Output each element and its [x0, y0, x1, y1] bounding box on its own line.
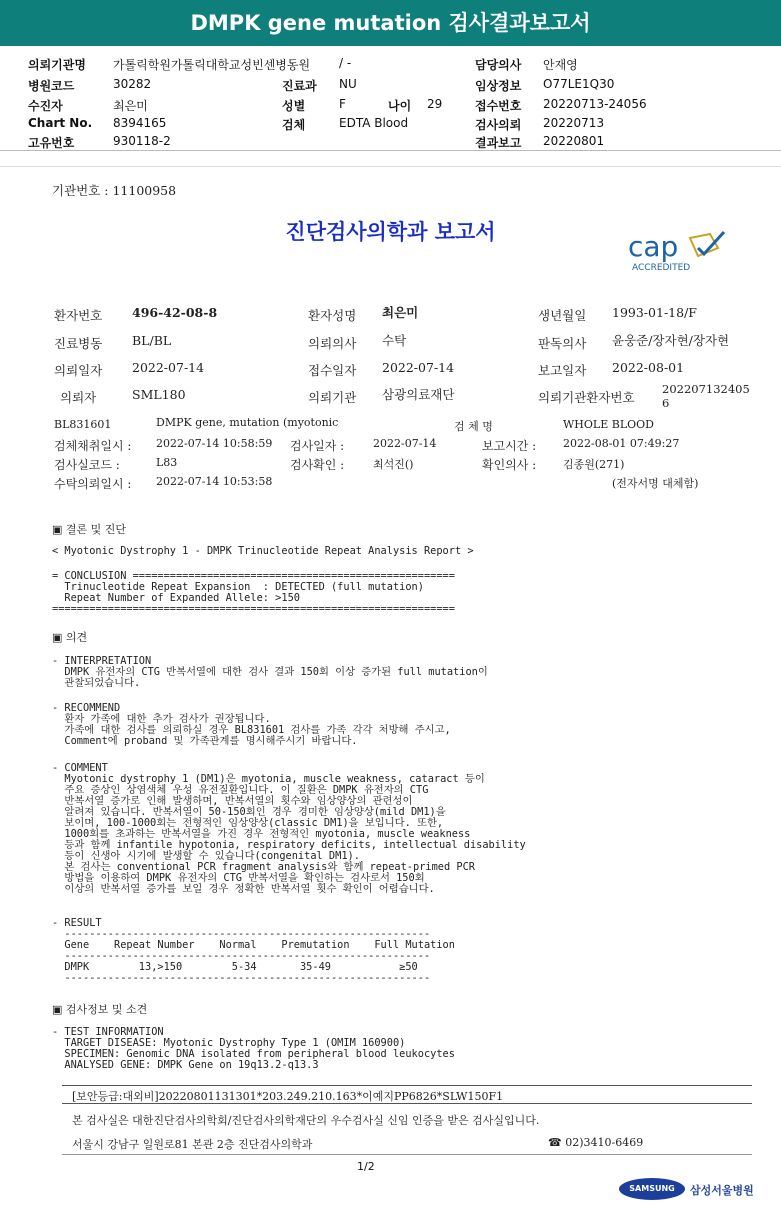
header-value: 930118-2: [113, 134, 171, 148]
header-label: 접수번호: [475, 99, 522, 113]
patient-field-label: 접수일자: [308, 363, 357, 378]
request-value: 2022-07-14 10:53:58: [156, 475, 273, 488]
doctor-label: 확인의사 :: [482, 458, 537, 472]
header-label: 병원코드: [28, 79, 75, 93]
test-info-block: - TEST INFORMATION TARGET DISEASE: Myotonic Dystrophy Type 1 (OMIM 160900) SPECIMEN: Genomic DNA isolated from peripheral blood leukocytes ANALYSED GENE: DMPK Gene on 19q13.2-q13.3: [52, 1026, 455, 1071]
exam-date-value: 2022-07-14: [373, 437, 437, 450]
header-value: 20220713: [543, 116, 605, 130]
report-time-label: 보고시간 :: [482, 439, 537, 453]
certification-text: 본 검사실은 대한진단검사의학회/진단검사의학재단의 우수검사실 신임 인증을 받은 검사실입니다.: [72, 1114, 540, 1127]
header-label: 검체: [282, 118, 306, 132]
patient-field-value: 2022-07-14: [132, 360, 205, 375]
header-value: 20220713-24056: [543, 97, 647, 111]
patient-field-value: 2022-08-01: [612, 360, 685, 375]
patient-field-value: BL/BL: [132, 333, 172, 348]
conclusion-block: = CONCLUSION ==================================================== Trinucleotide Repeat Expansion : DETECTED (full mutation) Repeat Number of Expanded Allele: >150 =================================================================: [52, 570, 455, 615]
patient-field-label: 의뢰자: [60, 390, 97, 405]
patient-field-value: 수탁: [382, 333, 407, 348]
hospital-name: 삼성서울병원: [690, 1184, 754, 1197]
patient-field-label: 진료병동: [54, 336, 103, 351]
divider: [0, 166, 781, 167]
age-value: 29: [427, 97, 443, 111]
samsung-logo: SAMSUNG: [619, 1178, 685, 1200]
room-label: 검사실코드 :: [54, 458, 120, 472]
room-value: L83: [156, 456, 178, 469]
patient-field-value: 1993-01-18/F: [612, 305, 697, 320]
page-number: 1/2: [357, 1160, 375, 1173]
patient-field-label: 환자번호: [54, 308, 103, 323]
cap-logo-text: cap: [628, 230, 679, 263]
collect-label: 검체채취일시 :: [54, 439, 132, 453]
agency-number: 기관번호 : 11100958: [52, 183, 177, 198]
header-label: 수진자: [28, 99, 63, 113]
section-conclusion: ▣ 결론 및 진단: [52, 523, 127, 536]
header-value: / -: [339, 56, 352, 70]
test-code: BL831601: [54, 418, 112, 431]
section-test-info: ▣ 검사정보 및 소견: [52, 1003, 148, 1016]
exam-date-label: 검사일자 :: [290, 439, 345, 453]
security-line: [보안등급:대외비]20220801131301*203.249.210.163*이예지PP6826*SLW150F1: [72, 1090, 504, 1103]
header-value: 30282: [113, 77, 152, 91]
comment-block: - COMMENT Myotonic dystrophy 1 (DM1)은 myotonia, muscle weakness, cataract 등이 주요 증상인 상염색체 우성 유전질환입니다. 이 질환은 DMPK 유전자의 CTG 반복서열 증가로 인해 발생하며, 반복서열의 횟수와 임상양상의 관련성이 알려져 있습니다. 반복서열이 50-150회인 경우 경미한 임상양상(mild DM1)을 보이며, 100-1000회는 전형적인 임상양상(classic DM1)을 보입니다. 또한, 1000회를 초과하는 반복서열을 가진 경우 전형적인 myotonia, muscle weakness 등과 함께 infantile hypotonia, respiratory deficits, intellectual disability 등이 신생아 시기에 발생할 수 있습니다(congenital DM1). 본 검사는 conventional PCR fragment analysis와 함께 repeat-primed PCR 방법을 이용하여 DMPK 유전자의 CTG 반복서열을 확인하는 검사로서 150회 이상의 반복서열 증가를 보일 경우 정확한 반복서열 횟수 확인이 어렵습니다.: [52, 762, 526, 895]
header-label: 결과보고: [475, 136, 522, 150]
header-label: 진료과: [282, 79, 317, 93]
header-label: 검사의뢰: [475, 118, 522, 132]
specimen-label: 검 체 명: [454, 420, 493, 433]
patient-field-value: 202207132405 6: [662, 382, 750, 410]
patient-field-label: 생년월일: [538, 308, 587, 323]
patient-field-label: 의뢰일자: [54, 363, 103, 378]
header-value: 가톨릭학원가톨릭대학교성빈센병동원: [113, 58, 311, 72]
patient-field-label: 보고일자: [538, 363, 587, 378]
section-opinion: ▣ 의견: [52, 631, 88, 644]
age-label: 나이: [388, 99, 412, 113]
footer-divider: [62, 1154, 752, 1155]
header-value: F: [339, 97, 346, 111]
patient-field-value: 윤웅준/장자현/장자현: [612, 333, 730, 348]
patient-field-value: 삼광의료재단: [382, 387, 455, 402]
patient-field-value: 최은미: [382, 305, 419, 320]
header-value: 안재영: [543, 58, 578, 72]
confirm-value: 최석진(): [373, 458, 414, 471]
header-label: Chart No.: [28, 116, 93, 130]
doctor-value: 김종원(271): [563, 458, 625, 471]
patient-field-label: 의뢰의사: [308, 336, 357, 351]
header-value: NU: [339, 77, 357, 91]
header-label: 담당의사: [475, 58, 522, 72]
patient-field-value: 2022-07-14: [382, 360, 455, 375]
cap-accredited-text: ACCREDITED: [632, 263, 691, 273]
confirm-label: 검사확인 :: [290, 458, 345, 472]
result-block: - RESULT ----------------------------------------------------------- Gene Repeat Number Normal Premutation Full Mutation ----------------------------------------------------------- DMPK 13,>150 5-34 35-49 ≥50 -----------------------------------------------------------: [52, 917, 455, 984]
patient-field-value: 496-42-08-8: [132, 305, 218, 320]
divider: [0, 150, 781, 151]
header-label: 의뢰기관명: [28, 58, 86, 72]
report-name: < Myotonic Dystrophy 1 - DMPK Trinucleotide Repeat Analysis Report >: [52, 545, 474, 557]
footer-divider: [62, 1085, 752, 1086]
collect-value: 2022-07-14 10:58:59: [156, 437, 273, 450]
patient-field-value: SML180: [132, 387, 186, 402]
recommend-block: - RECOMMEND 환자 가족에 대한 추가 검사가 권장됩니다. 가족에 대한 검사를 의뢰하실 경우 BL831601 검사를 가족 각각 처방해 주시고, Comment에 proband 및 가족관계를 명시해주시기 바랍니다.: [52, 702, 451, 747]
patient-field-label: 환자성명: [308, 308, 357, 323]
footer-divider: [62, 1103, 752, 1104]
address-text: 서울시 강남구 일원로81 본관 2층 진단검사의학과: [72, 1138, 313, 1151]
patient-field-label: 의뢰기관환자번호: [538, 390, 635, 405]
report-time-value: 2022-08-01 07:49:27: [563, 437, 680, 450]
request-label: 수탁의뢰일시 :: [54, 477, 132, 491]
interpretation-block: - INTERPRETATION DMPK 유전자의 CTG 반복서열에 대한 검사 결과 150회 이상 증가된 full mutation이 관찰되었습니다.: [52, 655, 488, 689]
header-value: 20220801: [543, 134, 605, 148]
report-title-bar: DMPK gene mutation 검사결과보고서: [0, 0, 781, 46]
header-label: 성별: [282, 99, 306, 113]
patient-field-label: 의뢰기관: [308, 390, 357, 405]
header-value: EDTA Blood: [339, 116, 409, 130]
header-label: 임상정보: [475, 79, 522, 93]
cap-accredited-logo: [628, 228, 728, 274]
header-label: 고유번호: [28, 136, 75, 150]
header-value: O77LE1Q30: [543, 77, 615, 91]
phone-text: ☎ 02)3410-6469: [548, 1136, 644, 1149]
patient-field-label: 판독의사: [538, 336, 587, 351]
header-value: 8394165: [113, 116, 167, 130]
header-value: 최은미: [113, 99, 148, 113]
report-title: 진단검사의학과 보고서: [285, 219, 496, 244]
esign-note: (전자서명 대체함): [612, 477, 699, 490]
test-name: DMPK gene, mutation (myotonic: [156, 416, 339, 429]
specimen-value: WHOLE BLOOD: [563, 418, 654, 431]
